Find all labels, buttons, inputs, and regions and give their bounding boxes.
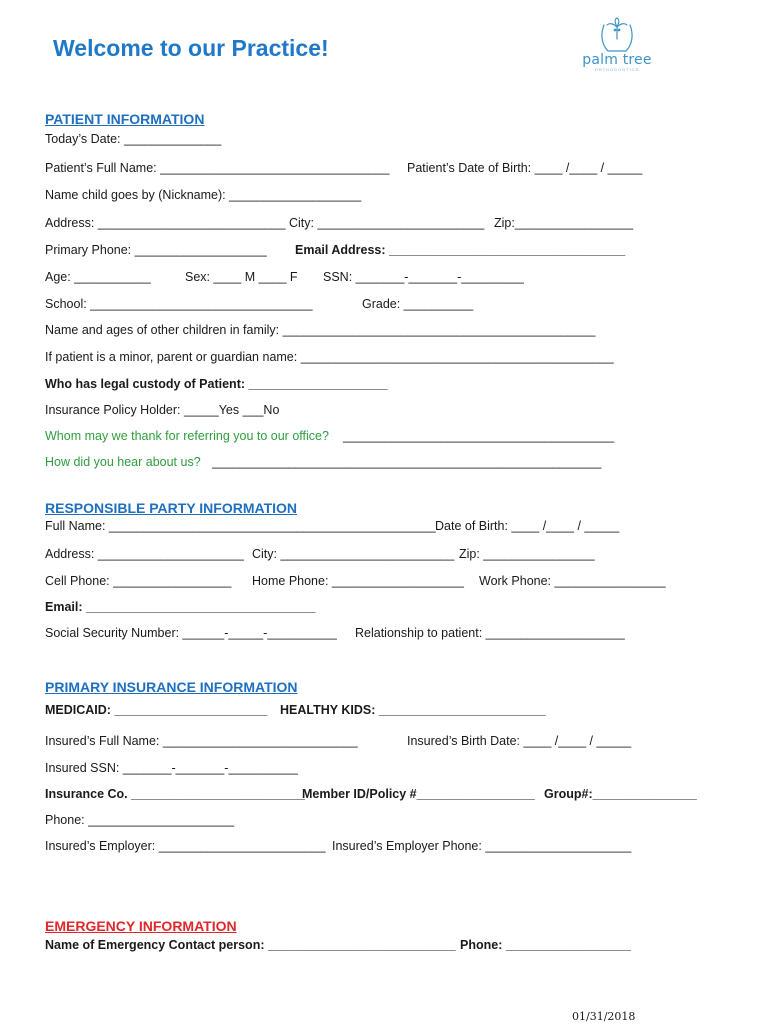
grade-field[interactable]: Grade: __________ — [362, 297, 474, 311]
todays-date-field[interactable]: Today’s Date: ______________ — [45, 132, 222, 146]
patient-zip-field[interactable]: Zip:_________________ — [494, 216, 634, 230]
page-title: Welcome to our Practice! — [53, 35, 329, 61]
insured-birth-date-field[interactable]: Insured’s Birth Date: ____ /____ / _____ — [407, 734, 632, 748]
work-phone-field[interactable]: Work Phone: ________________ — [479, 574, 666, 588]
logo-wordmark: palm tree — [582, 52, 652, 68]
cell-phone-field[interactable]: Cell Phone: _________________ — [45, 574, 232, 588]
section-emergency-information: EMERGENCY INFORMATION — [45, 918, 237, 934]
insurance-company-field[interactable]: Insurance Co. _________________________ — [45, 787, 305, 801]
group-number-field[interactable]: Group#:_______________ — [544, 787, 697, 801]
school-field[interactable]: School: ________________________________ — [45, 297, 313, 311]
relationship-field[interactable]: Relationship to patient: ____________________ — [355, 626, 625, 640]
medicaid-field[interactable]: MEDICAID: ______________________ — [45, 703, 268, 717]
emergency-phone-field[interactable]: Phone: __________________ — [460, 938, 631, 952]
sex-field[interactable]: Sex: ____ M ____ F — [185, 270, 298, 284]
hear-about-field[interactable]: ________________________________________________________ — [212, 455, 602, 469]
age-field[interactable]: Age: ___________ — [45, 270, 151, 284]
nickname-field[interactable]: Name child goes by (Nickname): ___________________ — [45, 188, 362, 202]
responsible-ssn-field[interactable]: Social Security Number: ______-_____-__________ — [45, 626, 337, 640]
referral-field[interactable]: _______________________________________ — [343, 429, 615, 443]
insured-ssn-field[interactable]: Insured SSN: _______-_______-__________ — [45, 761, 298, 775]
insured-employer-field[interactable]: Insured’s Employer: ________________________ — [45, 839, 326, 853]
healthy-kids-field[interactable]: HEALTHY KIDS: ________________________ — [280, 703, 546, 717]
section-primary-insurance: PRIMARY INSURANCE INFORMATION — [45, 679, 298, 695]
other-children-field[interactable]: Name and ages of other children in family: _____________________________________________ — [45, 323, 596, 337]
primary-phone-field[interactable]: Primary Phone: ___________________ — [45, 243, 267, 257]
patient-ssn-field[interactable]: SSN: _______-_______-_________ — [323, 270, 524, 284]
member-id-field[interactable]: Member ID/Policy #_________________ — [302, 787, 535, 801]
insurance-phone-field[interactable]: Phone: _____________________ — [45, 813, 235, 827]
responsible-zip-field[interactable]: Zip: ________________ — [459, 547, 595, 561]
patient-full-name-field[interactable]: Patient’s Full Name: _________________________________ — [45, 161, 390, 175]
home-phone-field[interactable]: Home Phone: ___________________ — [252, 574, 464, 588]
section-responsible-party: RESPONSIBLE PARTY INFORMATION — [45, 500, 298, 516]
logo-subtext: ORTHODONTICS — [594, 67, 640, 72]
responsible-full-name-field[interactable]: Full Name: _______________________________________________ — [45, 519, 436, 533]
responsible-address-field[interactable]: Address: _____________________ — [45, 547, 244, 561]
section-patient-information: PATIENT INFORMATION — [45, 111, 205, 127]
patient-city-field[interactable]: City: ________________________ — [289, 216, 485, 230]
patient-address-field[interactable]: Address: ___________________________ — [45, 216, 286, 230]
palm-tree-icon — [578, 17, 656, 53]
emergency-contact-field[interactable]: Name of Emergency Contact person: ___________________________ — [45, 938, 456, 952]
insured-employer-phone-field[interactable]: Insured’s Employer Phone: _____________________ — [332, 839, 632, 853]
patient-dob-field[interactable]: Patient’s Date of Birth: ____ /____ / _____ — [407, 161, 643, 175]
hear-about-label: How did you hear about us? — [45, 455, 201, 469]
form-revision-date: 01/31/2018 — [572, 1010, 636, 1023]
responsible-dob-field[interactable]: Date of Birth: ____ /____ / _____ — [435, 519, 620, 533]
legal-custody-field[interactable]: Who has legal custody of Patient: ____________________ — [45, 377, 388, 391]
patient-email-field[interactable]: Email Address: __________________________________ — [295, 243, 626, 257]
policy-holder-field[interactable]: Insurance Policy Holder: _____Yes ___No — [45, 403, 280, 417]
responsible-email-field[interactable]: Email: _________________________________ — [45, 600, 316, 614]
insured-full-name-field[interactable]: Insured’s Full Name: ____________________________ — [45, 734, 358, 748]
referral-label: Whom may we thank for referring you to our office? — [45, 429, 329, 443]
guardian-name-field[interactable]: If patient is a minor, parent or guardian name: _____________________________________________ — [45, 350, 614, 364]
responsible-city-field[interactable]: City: _________________________ — [252, 547, 455, 561]
practice-logo — [578, 17, 656, 77]
